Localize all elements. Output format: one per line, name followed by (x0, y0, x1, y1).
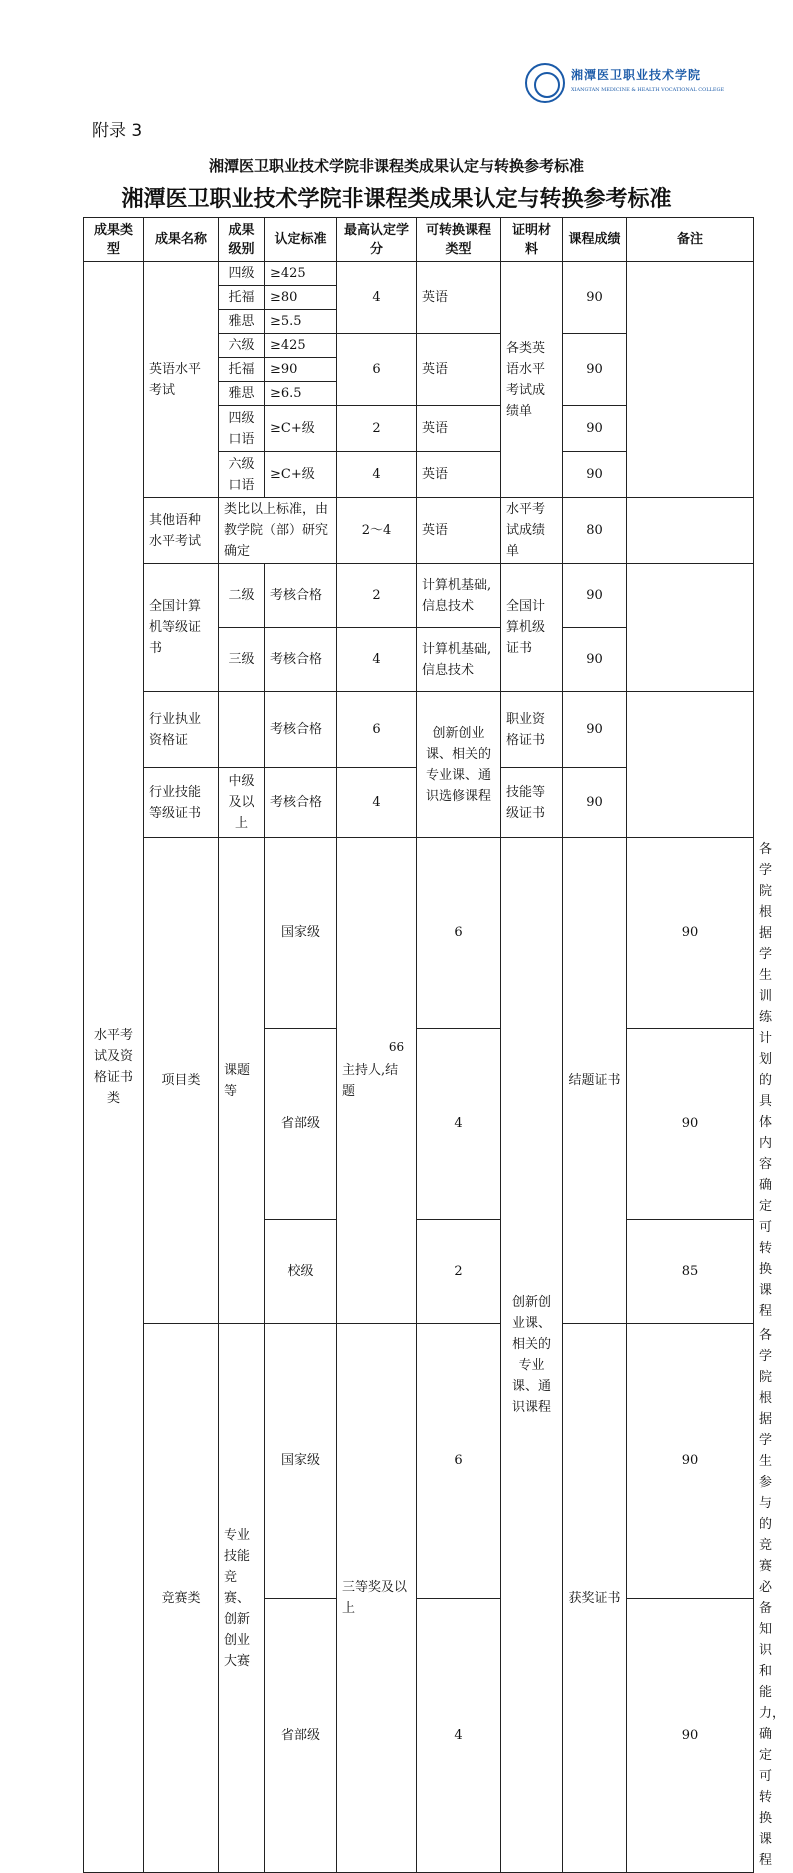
credit-cell: 4 (417, 1028, 501, 1219)
level-cell: 托福 (219, 358, 265, 382)
page-number: 66 (388, 1040, 405, 1054)
header-cell: 成果类型 (84, 218, 144, 262)
standard-cell: ≥C+级 (265, 452, 337, 498)
score-cell: 80 (563, 498, 627, 564)
credit-cell: 4 (337, 262, 417, 334)
standard-cell: ≥80 (265, 286, 337, 310)
table-header-row (84, 218, 754, 262)
achievement-name-cell: 行业技能等级证书 (144, 768, 219, 838)
course-type-cell: 英语 (417, 406, 501, 452)
table-row (84, 692, 754, 768)
level-cell: 省部级 (265, 1028, 337, 1219)
level-cell: 二级 (219, 564, 265, 628)
course-type-cell: 英语 (417, 334, 501, 406)
credit-cell: 2 (337, 564, 417, 628)
score-cell: 90 (563, 628, 627, 692)
course-type-cell: 创新创业课、相关的专业课、通识选修课程 (417, 692, 501, 838)
achievement-name-cell: 其他语种水平考试 (144, 498, 219, 564)
level-cell: 托福 (219, 286, 265, 310)
category-cell: 竞赛类 (144, 1324, 219, 1873)
header-cell: 课程成绩 (563, 218, 627, 262)
level-cell: 四级口语 (219, 406, 265, 452)
level-cell: 三级 (219, 628, 265, 692)
score-cell: 90 (627, 838, 754, 1029)
course-type-cell: 创新创业课、相关的专业课、通识课程 (501, 838, 563, 1873)
score-cell: 90 (563, 406, 627, 452)
level-cell: 四级 (219, 262, 265, 286)
note-cell (627, 564, 754, 692)
score-cell: 90 (563, 564, 627, 628)
table-row (84, 498, 754, 564)
credit-cell: 4 (337, 628, 417, 692)
achievement-name-cell: 行业执业资格证 (144, 692, 219, 768)
proof-cell: 各类英语水平考试成绩单 (501, 262, 563, 498)
document-title: 湘潭医卫职业技术学院非课程类成果认定与转换参考标准 (121, 186, 672, 212)
score-cell: 90 (563, 334, 627, 406)
credit-cell: 2 (337, 406, 417, 452)
credit-cell: 6 (337, 692, 417, 768)
level-cell: 雅思 (219, 310, 265, 334)
achievement-name-cell: 专业技能竞赛、创新创业大赛 (219, 1324, 265, 1873)
table-row (84, 564, 754, 628)
course-type-cell: 英语 (417, 498, 501, 564)
college-logo (525, 63, 725, 105)
standard-cell: 类比以上标准，由教学院（部）研究确定 (219, 498, 337, 564)
header-cell: 成果级别 (219, 218, 265, 262)
credit-cell: 2～4 (337, 498, 417, 564)
course-type-cell: 计算机基础,信息技术 (417, 628, 501, 692)
header-cell: 备注 (627, 218, 754, 262)
proof-cell: 技能等级证书 (501, 768, 563, 838)
level-cell: 六级口语 (219, 452, 265, 498)
header-cell: 可转换课程类型 (417, 218, 501, 262)
standard-cell: 考核合格 (265, 768, 337, 838)
standard-cell: 考核合格 (265, 564, 337, 628)
course-type-cell: 英语 (417, 452, 501, 498)
score-cell: 90 (627, 1028, 754, 1219)
level-cell: 校级 (265, 1219, 337, 1323)
credit-cell: 4 (417, 1598, 501, 1873)
header-cell: 成果名称 (144, 218, 219, 262)
proof-cell: 职业资格证书 (501, 692, 563, 768)
header-cell: 证明材料 (501, 218, 563, 262)
note-cell (627, 692, 754, 838)
score-cell: 85 (627, 1219, 754, 1323)
level-cell: 雅思 (219, 382, 265, 406)
logo-college-english: XIANGTAN MEDICINE & HEALTH VOCATIONAL COLLEGE (571, 87, 725, 93)
standard-cell: ≥6.5 (265, 382, 337, 406)
note-cell (627, 498, 754, 564)
level-cell: 省部级 (265, 1598, 337, 1873)
standard-cell: 主持人,结题 (337, 838, 417, 1324)
score-cell: 90 (563, 262, 627, 334)
standard-cell: 考核合格 (265, 628, 337, 692)
credit-cell: 4 (337, 768, 417, 838)
standard-cell: 考核合格 (265, 692, 337, 768)
proof-cell: 水平考试成绩单 (501, 498, 563, 564)
table-row: 竞赛类 专业技能竞赛、创新创业大赛 国家级 三等奖及以上 6 获奖证书 90 各学院根据学生参与的竞赛必备知识和能力，确定可转换课程 (84, 1324, 754, 1599)
score-cell: 90 (563, 768, 627, 838)
document-subtitle: 湘潭医卫职业技术学院非课程类成果认定与转换参考标准 (208, 157, 584, 175)
standard-cell: ≥425 (265, 334, 337, 358)
level-cell: 中级及以上 (219, 768, 265, 838)
table-row: 项目类 课题等 国家级 主持人,结题 6 创新创业课、相关的专业课、通识课程 结题证书 90 各学院根据学生训练计划的具体内容确定可转换课程 (84, 838, 754, 1029)
credit-cell: 6 (417, 1324, 501, 1599)
standard-cell: ≥C+级 (265, 406, 337, 452)
appendix-label: 附录 3 (92, 121, 143, 141)
level-cell: 国家级 (265, 1324, 337, 1599)
standard-cell: 三等奖及以上 (337, 1324, 417, 1873)
note-cell (627, 262, 754, 498)
score-cell: 90 (563, 692, 627, 768)
level-cell: 六级 (219, 334, 265, 358)
achievement-name-cell: 课题等 (219, 838, 265, 1324)
category-cell: 水平考试及资格证书类 (84, 262, 144, 1873)
course-type-cell: 英语 (417, 262, 501, 334)
standard-cell: ≥5.5 (265, 310, 337, 334)
level-cell (219, 692, 265, 768)
credit-cell: 2 (417, 1219, 501, 1323)
credit-cell: 4 (337, 452, 417, 498)
credit-cell: 6 (417, 838, 501, 1029)
proof-cell: 结题证书 (563, 838, 627, 1324)
logo-college-name: 湘潭医卫职业技术学院 (571, 68, 702, 82)
score-cell: 90 (563, 452, 627, 498)
standard-cell: ≥425 (265, 262, 337, 286)
standard-cell: ≥90 (265, 358, 337, 382)
header-cell: 最高认定学分 (337, 218, 417, 262)
credit-cell: 6 (337, 334, 417, 406)
level-cell: 国家级 (265, 838, 337, 1029)
proof-cell: 全国计算机级证书 (501, 564, 563, 692)
table-row (84, 262, 754, 286)
proof-cell: 获奖证书 (563, 1324, 627, 1873)
score-cell: 90 (627, 1598, 754, 1873)
achievement-name-cell: 全国计算机等级证书 (144, 564, 219, 692)
category-cell: 项目类 (144, 838, 219, 1324)
course-type-cell: 计算机基础,信息技术 (417, 564, 501, 628)
score-cell: 90 (627, 1324, 754, 1599)
header-cell: 认定标准 (265, 218, 337, 262)
college-emblem-icon (525, 63, 565, 103)
achievement-name-cell: 英语水平考试 (144, 262, 219, 498)
